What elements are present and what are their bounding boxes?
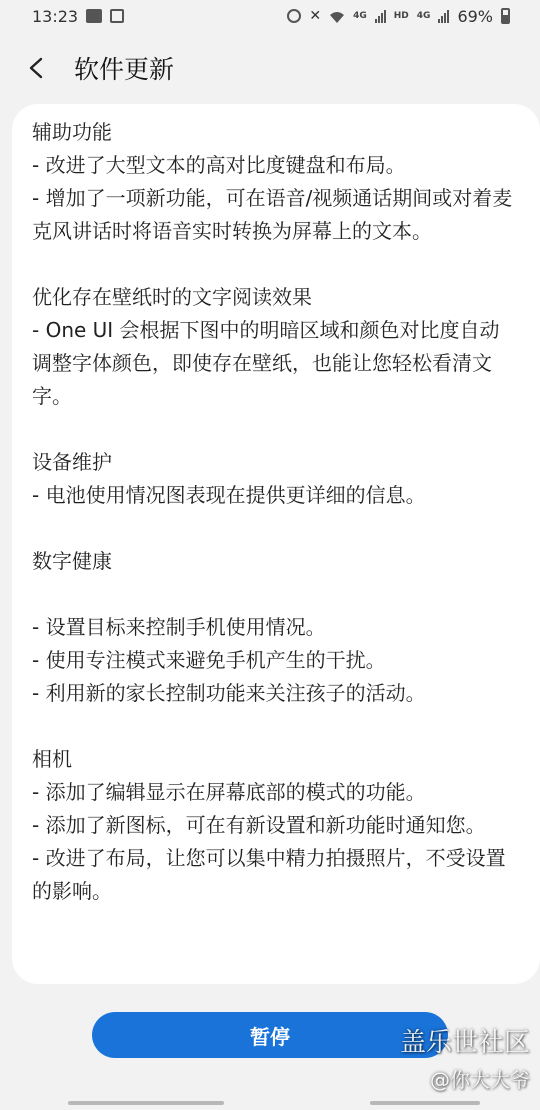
blank-line [32,512,518,545]
note-heading: 优化存在壁纸时的文字阅读效果 [32,285,312,309]
note-item: - 添加了新图标，可在有新设置和新功能时通知您。 [32,813,486,837]
blank-line [32,578,518,611]
note-item: - 使用专注模式来避免手机产生的干扰。 [32,648,386,672]
note-item: - 添加了编辑显示在屏幕底部的模式的功能。 [32,780,426,804]
note-heading: 设备维护 [32,450,112,474]
release-notes-text [32,116,518,908]
page-title: 软件更新 [74,55,175,84]
hd-voice-label: HD [393,10,409,21]
nav-handle-left[interactable] [68,1101,224,1105]
release-notes-card[interactable] [12,104,540,984]
blank-line [32,248,518,281]
app-bar [0,32,540,104]
navigation-bar [0,1094,540,1110]
network-type-label-2: 4G [416,10,431,21]
nav-handle-right[interactable] [370,1101,480,1105]
clock: 13:23 [32,6,79,26]
signal-icon-2 [438,9,449,23]
network-type-label-1: 4G [353,10,367,21]
image-notification-icon [86,9,102,23]
note-item: - One UI 会根据下图中的明暗区域和颜色对比度自动调整字体颜色，即使存在壁纸，也能让您轻松看清文字。 [32,318,500,408]
mute-icon: ✕ [309,8,322,24]
alarm-icon [287,9,301,23]
status-bar-right [287,7,510,26]
blank-line [32,710,518,743]
back-button[interactable] [12,43,62,93]
status-bar [0,0,540,32]
note-item: - 设置目标来控制手机使用情况。 [32,615,326,639]
music-notification-icon [110,9,124,23]
chevron-left-icon [26,57,48,79]
note-item: - 改进了布局，让您可以集中精力拍摄照片，不受设置的影响。 [32,846,506,903]
signal-icon-1 [375,9,386,23]
note-heading: 相机 [32,747,72,771]
watermark-user: @你大大爷 [430,1068,530,1092]
watermark-brand: 盖乐世社区 [399,1028,530,1058]
battery-percent: 69% [457,6,493,26]
battery-icon [501,8,510,24]
note-item: - 增加了一项新功能，可在语音/视频通话期间或对着麦克风讲话时将语音实时转换为屏幕上的文本。 [32,186,513,243]
note-heading: 数字健康 [32,549,112,573]
status-bar-left [32,7,124,26]
note-item: - 改进了大型文本的高对比度键盘和布局。 [32,153,406,177]
note-item: - 电池使用情况图表现在提供更详细的信息。 [32,483,426,507]
note-heading: 辅助功能 [32,120,112,144]
wifi-icon [329,9,345,23]
pause-button[interactable]: 暂停 [92,1012,448,1058]
note-item: - 利用新的家长控制功能来关注孩子的活动。 [32,681,426,705]
blank-line [32,413,518,446]
